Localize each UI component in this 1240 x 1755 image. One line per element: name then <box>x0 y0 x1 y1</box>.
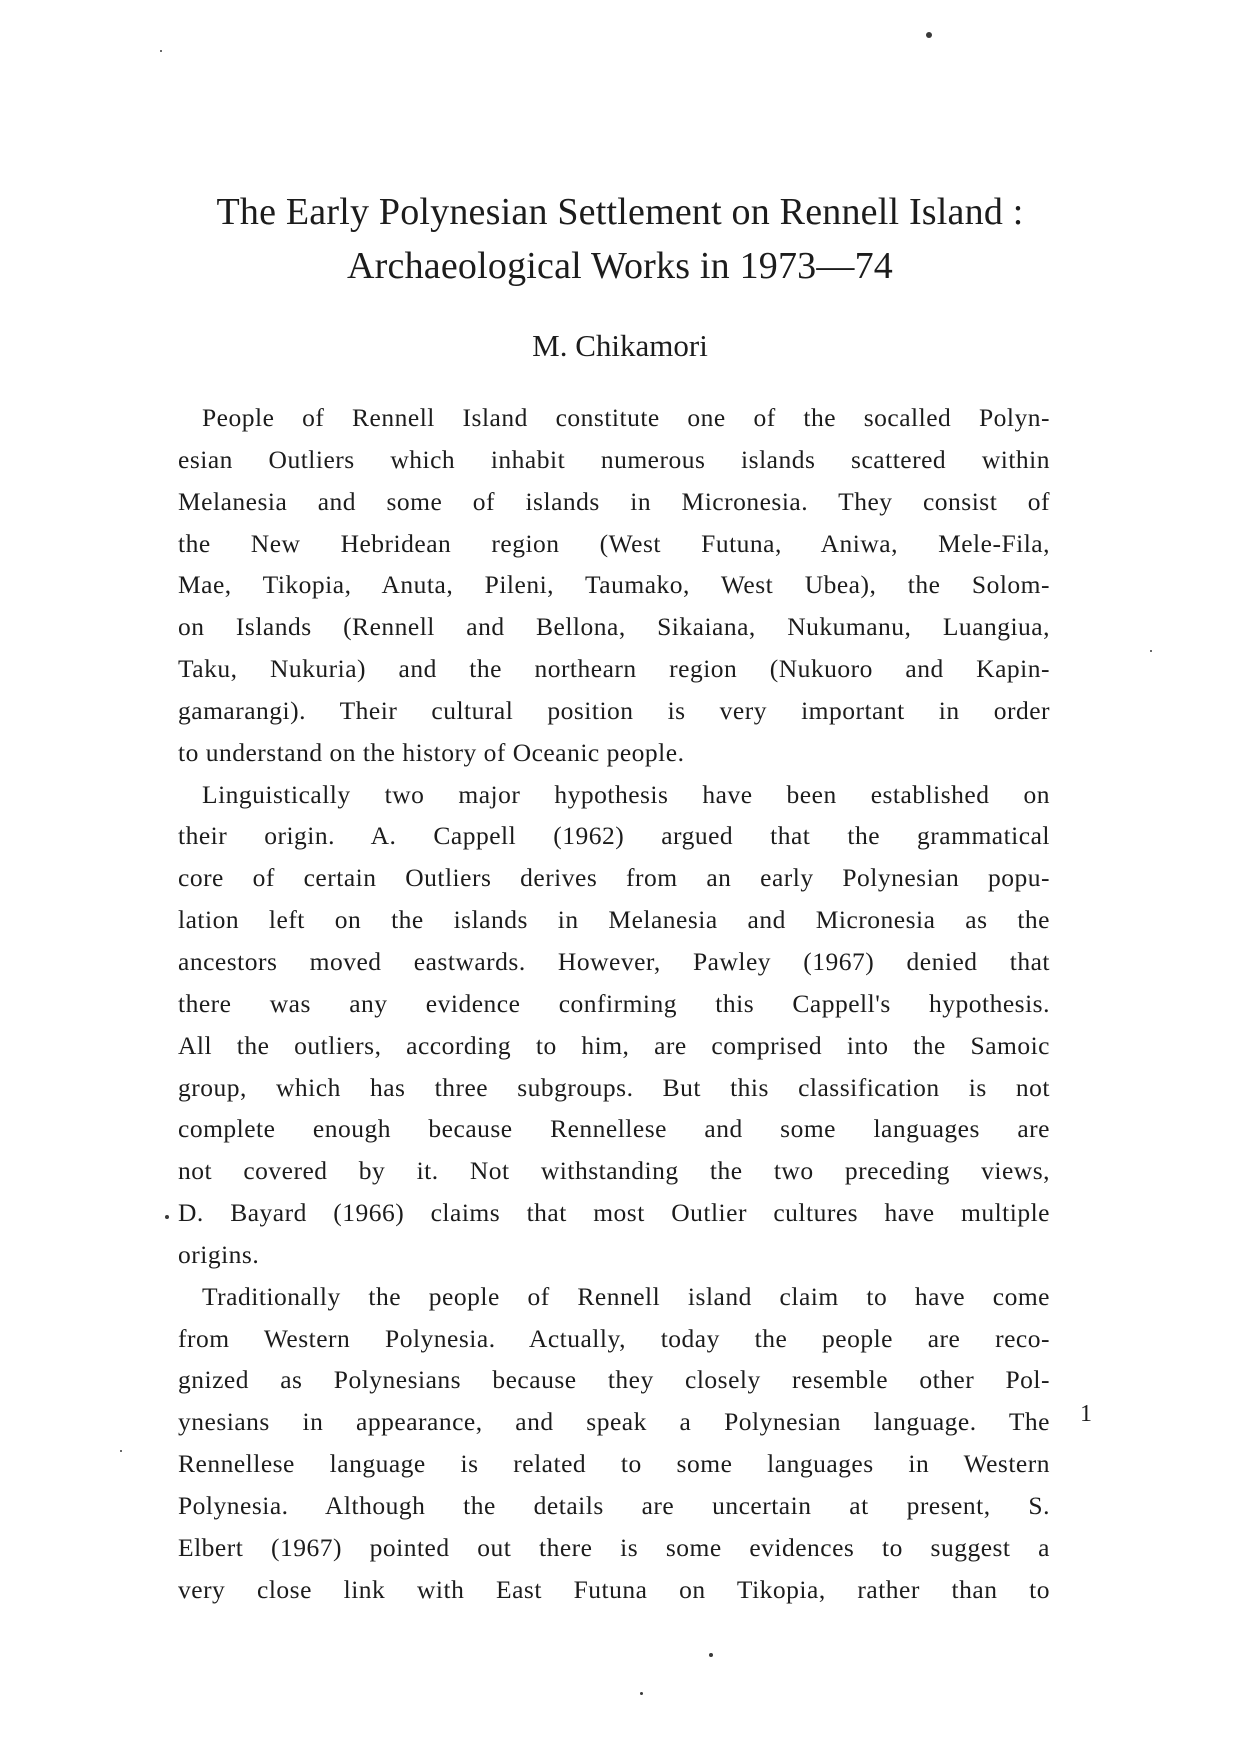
text-line: ancestors moved eastwards. However, Pawley (1967) denied that <box>178 946 1050 976</box>
scan-speck <box>120 1450 122 1452</box>
text-line: the New Hebridean region (West Futuna, Aniwa, Mele-Fila, <box>178 528 1050 558</box>
text-line: there was any evidence confirming this Cappell's hypothesis. <box>178 988 1050 1018</box>
text-line: not covered by it. Not withstanding the two preceding views, <box>178 1156 1050 1186</box>
scan-speck <box>926 32 932 38</box>
text-line: People of Rennell Island constitute one of the socalled Polyn- <box>202 403 1050 432</box>
text-line: Rennellese language is related to some languages in Western <box>178 1449 1050 1479</box>
text-line: Linguistically two major hypothesis have been established on <box>202 779 1050 809</box>
text-line: to understand on the history of Oceanic people. <box>178 737 685 767</box>
text-line: complete enough because Rennellese and some languages are <box>178 1114 1050 1144</box>
author-name: M. Chikamori <box>532 328 708 363</box>
scan-speck <box>709 1653 713 1657</box>
text-line: Polynesia. Although the details are uncertain at present, S. <box>178 1490 1050 1520</box>
scan-speck <box>165 1215 169 1219</box>
text-line: Mae, Tikopia, Anuta, Pileni, Taumako, West Ubea), the Solom- <box>178 570 1050 600</box>
text-line: lation left on the islands in Melanesia and Micronesia as the <box>178 905 1050 935</box>
scan-speck <box>160 50 162 52</box>
text-line: esian Outliers which inhabit numerous islands scattered within <box>178 444 1050 474</box>
text-line: Melanesia and some of islands in Micronesia. They consist of <box>178 486 1050 516</box>
text-line: group, which has three subgroups. But this classification is not <box>178 1072 1050 1102</box>
page-number: 1 <box>1080 1401 1092 1427</box>
text-line: Taku, Nukuria) and the northearn region (Nukuoro and Kapin- <box>178 654 1050 684</box>
text-line: ynesians in appearance, and speak a Polynesian language. The <box>178 1407 1050 1437</box>
text-line: on Islands (Rennell and Bellona, Sikaiana, Nukumanu, Luangiua, <box>178 612 1050 642</box>
text-line: Traditionally the people of Rennell island claim to have come <box>202 1281 1050 1311</box>
text-line: core of certain Outliers derives from an early Polynesian popu- <box>178 863 1050 893</box>
text-line: gamarangi). Their cultural position is very important in order <box>178 695 1050 725</box>
title-line-1: The Early Polynesian Settlement on Rennell Island : <box>216 191 1024 233</box>
body-text <box>178 397 1050 1610</box>
text-line: origins. <box>178 1239 260 1269</box>
text-line: All the outliers, according to him, are comprised into the Samoic <box>178 1030 1050 1060</box>
text-line: gnized as Polynesians because they closely resemble other Pol- <box>178 1365 1050 1395</box>
title-line-2: Archaeological Works in 1973—74 <box>347 245 893 287</box>
text-line: very close link with East Futuna on Tikopia, rather than to <box>178 1574 1050 1604</box>
text-line: their origin. A. Cappell (1962) argued that the grammatical <box>178 821 1050 851</box>
scan-speck <box>1150 650 1152 652</box>
text-line: D. Bayard (1966) claims that most Outlier cultures have multiple <box>178 1198 1050 1228</box>
text-line: Elbert (1967) pointed out there is some evidences to suggest a <box>178 1532 1050 1562</box>
scan-speck <box>640 1692 643 1695</box>
text-line: from Western Polynesia. Actually, today the people are reco- <box>178 1323 1050 1353</box>
